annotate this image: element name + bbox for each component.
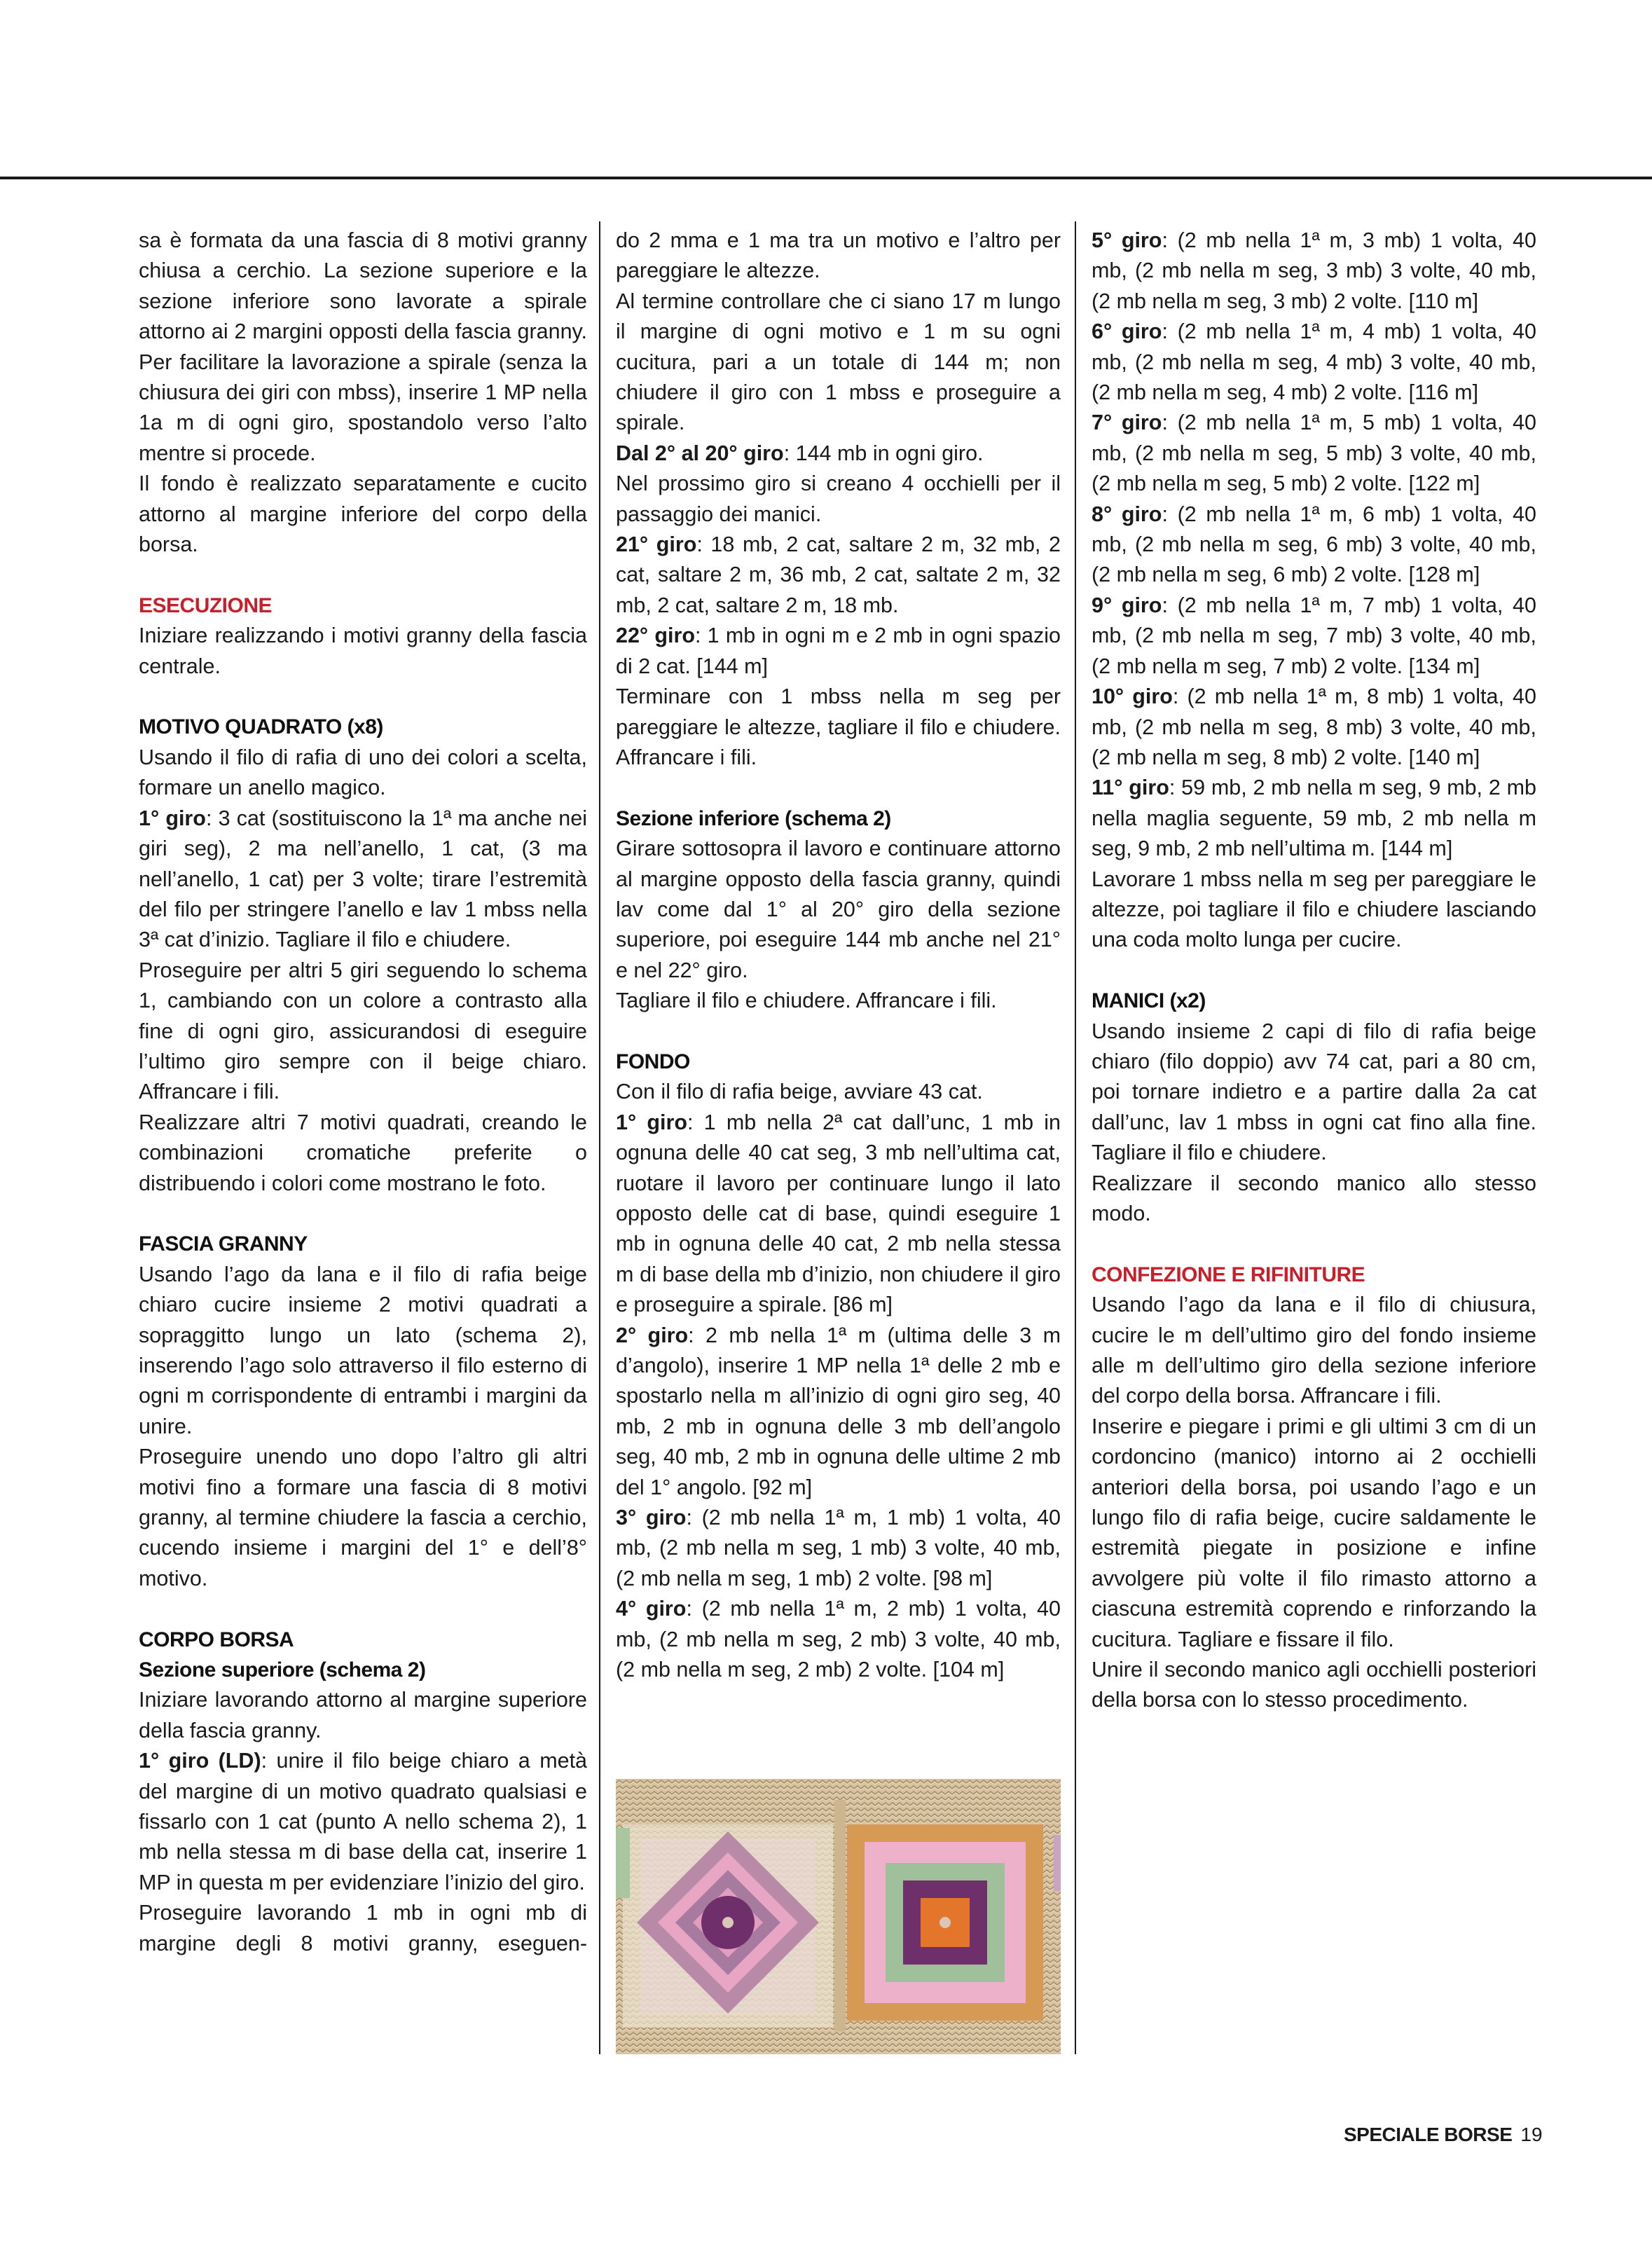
manici-text-2: Realizzare il secondo manico allo stesso modo.: [1092, 1171, 1536, 1225]
subheading-sezione-inferiore: Sezione inferiore (schema 2): [616, 806, 891, 830]
fondo-giro-9: [1092, 591, 1536, 682]
giro-text: : (2 mb nella 1ª m, 2 mb) 1 volta, 40 mb, (2 mb nella m seg, 2 mb) 3 volte, 40 mb, (2 mb nella m seg, 2 mb) 2 volte. [104 m]: [616, 1597, 1061, 1682]
giro-label: 21° giro: [616, 532, 697, 557]
giro-text: : unire il filo beige chiaro a metà del margine di un motivo quadrato qualsiasi e fissarlo con 1 cat (punto A nello schema 2), 1 mb nella stessa m di base della cat, inserire 1 MP in questa m per evidenziare l’inizio del giro.: [139, 1749, 588, 1894]
giro-label: 10° giro: [1092, 685, 1173, 709]
fondo-giro-10: [1092, 682, 1536, 773]
giro-label: 1° giro: [139, 806, 206, 830]
giro-label: 6° giro: [1092, 319, 1162, 344]
fondo-giro-11: [1092, 773, 1536, 864]
inf-text: Girare sottosopra il lavoro e continuare attorno al margine opposto della fascia granny, quindi lav come dal 1° al 20° giro della sezione superiore, poi eseguire 144 mb anche nel 21° e nel 22° giro.: [616, 837, 1061, 982]
header-rule: [0, 177, 1652, 179]
confezione-text-2: Inserire e piegare i primi e gli ultimi 3 cm di un cordoncino (manico) intorno ai 2 occhielli anteriori della borsa, poi usando l’ago e un lungo filo di rafia beige, cucire saldamente le estremità piegate in posizione e infine avvolgere più volte il filo rimasto attorno a ciascuna estremità coprendo e rinforzando la cucitura. Tagliare e fissare il filo.: [1092, 1414, 1536, 1651]
section-heading-manici: MANICI (x2): [1092, 989, 1206, 1013]
check-text: Al termine controllare che ci siano 17 m lungo il margine di ogni motivo e 1 m su ogni cucitura, pari a un totale di 144 m; non chiudere il giro con 1 mbss e proseguire a spirale.: [616, 289, 1061, 435]
giro-text: : 3 cat (sostituiscono la 1ª ma anche nei giri seg), 2 ma nell’anello, 1 cat, (3 ma nell’anello, 1 cat) per 3 volte; tirare l’estremità del filo per stringere l’anello e lav 1 mbss nella 3ª cat d’inizio. Tagliare il filo e chiudere.: [139, 806, 587, 952]
section-heading-corpo: CORPO BORSA: [139, 1628, 294, 1651]
giro-text: : 144 mb in ogni giro.: [783, 441, 984, 465]
right-column: [1092, 226, 1536, 1716]
fondo-giro-6: [1092, 317, 1536, 408]
giro-text: : 59 mb, 2 mb nella m seg, 9 mb, 2 mb nella maglia seguente, 59 mb, 2 mb nella m seg, 9 mb, 2 mb nell’ultima m. [144 m]: [1092, 776, 1536, 861]
motivo-giro-1: [139, 804, 587, 956]
confezione-text-1: Usando l’ago da lana e il filo di chiusura, cucire le m dell’ultimo giro del fondo insieme alle m dell’ultimo giro della sezione inferiore del corpo della borsa. Affrancare i fili.: [1092, 1293, 1536, 1408]
fondo-giro-8: [1092, 500, 1536, 591]
manici-text: Usando insieme 2 capi di filo di rafia beige chiaro (filo doppio) avv 74 cat, pari a 80 cm, poi tornare indietro e a partire dalla 2a cat dall’unc, lav 1 mbss in ogni cat fino alla fine. Tagliare il filo e chiudere.: [1092, 1019, 1536, 1165]
giro-text: : (2 mb nella 1ª m, 4 mb) 1 volta, 40 mb, (2 mb nella m seg, 4 mb) 3 volte, 40 mb, (2 mb nella m seg, 4 mb) 2 volte. [116 m]: [1092, 319, 1536, 405]
giro-text: : 2 mb nella 1ª m (ultima delle 3 m d’angolo), inserire 1 MP nella 1ª delle 2 mb e spostarlo nella m all’inizio di ogni giro seg, 40 mb, 2 mb in ognuna delle 3 mb dell’angolo seg, 40 mb, 2 mb in ognuna delle ultime 2 mb del 1° angolo. [92 m]: [616, 1323, 1061, 1499]
fondo-giro-7: [1092, 408, 1536, 499]
sup-giro-1: [139, 1746, 587, 1898]
cont-text: do 2 mma e 1 ma tra un motivo e l’altro per pareggiare le altezze.: [616, 228, 1061, 283]
giro-label: 9° giro: [1092, 593, 1162, 617]
end-text: Terminare con 1 mbss nella m seg per pareggiare le altezze, tagliare il filo e chiudere. Affrancare i fili.: [616, 685, 1061, 769]
motivo-text-2: Proseguire per altri 5 giri seguendo lo schema 1, cambiando con un colore a contrasto alla fine di ogni giro, assicurandosi di eseguire l’ultimo giro sempre con il beige chiaro. Affrancare i fili.: [139, 958, 587, 1104]
giro-label: 1° giro (LD): [139, 1749, 261, 1773]
fascia-text-1: Usando l’ago da lana e il filo di rafia beige chiaro cucire insieme 2 motivi quadrati a sopraggitto lungo un lato (schema 2), inserendo l’ago solo attraverso il filo esterno di ogni m corrispondente di entrambi i margini da unire.: [139, 1262, 587, 1438]
motivo-text-3: Realizzare altri 7 motivi quadrati, creando le combinazioni cromatiche preferite o distribuendo i colori come mostrano le foto.: [139, 1110, 587, 1195]
column-divider-2: [1075, 221, 1076, 2054]
sup-text: Iniziare lavorando attorno al margine superiore della fascia granny.: [139, 1688, 587, 1742]
giro-label: 7° giro: [1092, 411, 1162, 435]
page-number: 19: [1520, 2124, 1543, 2145]
giro-label: 2° giro: [616, 1323, 689, 1347]
esecuzione-text: Iniziare realizzando i motivi granny della fascia centrale.: [139, 624, 587, 678]
left-column: [139, 226, 587, 1959]
giro-label: 11° giro: [1092, 776, 1169, 800]
column-divider-1: [599, 221, 600, 2054]
subheading-sezione-superiore: Sezione superiore (schema 2): [139, 1658, 426, 1682]
fondo-giro-3: [616, 1503, 1061, 1594]
page-footer: [1344, 2123, 1543, 2147]
occhielli-text: Nel prossimo giro si creano 4 occhielli per il passaggio dei manici.: [616, 472, 1061, 526]
giro-21: [616, 530, 1061, 621]
giro-22: [616, 621, 1061, 682]
giro-label: 5° giro: [1092, 228, 1162, 252]
intro-paragraph: sa è formata da una fascia di 8 motivi granny chiusa a cerchio. La sezione superiore e la sezione inferiore sono lavorate a spirale attorno ai 2 margini opposti della fascia granny. Per facilitare la lavorazione a spirale (senza la chiusura dei giri con mbss), inserire 1 MP nella 1a m di ogni giro, spostandolo verso l’alto mentre si procede.: [139, 228, 587, 465]
fondo-text: Con il filo di rafia beige, avviare 43 cat.: [616, 1080, 983, 1104]
middle-column: [616, 226, 1061, 1685]
giro-text: : (2 mb nella 1ª m, 3 mb) 1 volta, 40 mb, (2 mb nella m seg, 3 mb) 3 volte, 40 mb, (2 mb nella m seg, 3 mb) 2 volte. [110 m]: [1092, 228, 1536, 313]
granny-squares-photo: [616, 1779, 1061, 2054]
sup-text-2: Proseguire lavorando 1 mb in ogni mb di margine degli 8 motivi granny, eseguen-: [139, 1901, 587, 1955]
giro-text: : 18 mb, 2 cat, saltare 2 m, 32 mb, 2 cat, saltare 2 m, 36 mb, 2 cat, saltate 2 m, 32 mb, 2 cat, saltare 2 m, 18 mb.: [616, 532, 1061, 617]
fondo-giro-1: [616, 1108, 1061, 1321]
giro-label: 1° giro: [616, 1110, 687, 1134]
section-heading-fondo: FONDO: [616, 1050, 690, 1073]
giro-label: 22° giro: [616, 624, 695, 648]
giro-label: 4° giro: [616, 1597, 687, 1621]
fondo-end-text: Lavorare 1 mbss nella m seg per pareggiare le altezze, poi tagliare il filo e chiudere lasciando una coda molto lunga per cucire.: [1092, 867, 1536, 952]
section-heading-confezione: CONFEZIONE E RIFINITURE: [1092, 1263, 1365, 1286]
giro-text: : (2 mb nella 1ª m, 1 mb) 1 volta, 40 mb, (2 mb nella m seg, 1 mb) 3 volte, 40 mb, (2 mb nella m seg, 1 mb) 2 volte. [98 m]: [616, 1506, 1061, 1590]
giri-2-20: [616, 439, 1061, 469]
section-heading-motivo: MOTIVO QUADRATO (x8): [139, 715, 383, 739]
confezione-text-3: Unire il secondo manico agli occhielli posteriori della borsa con lo stesso procedimento.: [1092, 1658, 1536, 1712]
giro-text: : 1 mb nella 2ª cat dall’unc, 1 mb in ognuna delle 40 cat seg, 3 mb nell’ultima cat, ruotare il lavoro per continuare lungo il lato opposto delle cat di base, quindi eseguire 1 mb in ognuna delle 40 cat, 2 mb nella stessa m di base della mb d’inizio, non chiudere il giro e proseguire a spirale. [86 m]: [616, 1110, 1061, 1317]
crochet-image-icon: [616, 1779, 1061, 2054]
fondo-giro-2: [616, 1321, 1061, 1503]
section-heading-fascia: FASCIA GRANNY: [139, 1232, 308, 1256]
inf-text-2: Tagliare il filo e chiudere. Affrancare i fili.: [616, 989, 997, 1013]
giro-text: : (2 mb nella 1ª m, 8 mb) 1 volta, 40 mb, (2 mb nella m seg, 8 mb) 3 volte, 40 mb, (2 mb nella m seg, 8 mb) 2 volte. [140 m]: [1092, 685, 1536, 769]
intro-paragraph-2: Il fondo è realizzato separatamente e cucito attorno al margine inferiore del corpo della borsa.: [139, 472, 587, 557]
fondo-giro-5: [1092, 226, 1536, 317]
footer-section-title: SPECIALE BORSE: [1344, 2124, 1513, 2145]
giro-label: 8° giro: [1092, 502, 1162, 526]
section-heading-esecuzione: ESECUZIONE: [139, 593, 273, 617]
giro-text: : (2 mb nella 1ª m, 5 mb) 1 volta, 40 mb, (2 mb nella m seg, 5 mb) 3 volte, 40 mb, (2 mb nella m seg, 5 mb) 2 volte. [122 m]: [1092, 411, 1536, 496]
giro-text: : (2 mb nella 1ª m, 7 mb) 1 volta, 40 mb, (2 mb nella m seg, 7 mb) 3 volte, 40 mb, (2 mb nella m seg, 7 mb) 2 volte. [134 m]: [1092, 593, 1536, 678]
giro-label: Dal 2° al 20° giro: [616, 441, 784, 465]
giro-label: 3° giro: [616, 1506, 687, 1530]
fascia-text-2: Proseguire unendo uno dopo l’altro gli altri motivi fino a formare una fascia di 8 motivi granny, al termine chiudere la fascia a cerchio, cucendo insieme i margini del 1° e dell’8° motivo.: [139, 1445, 587, 1590]
giro-text: : 1 mb in ogni m e 2 mb in ogni spazio di 2 cat. [144 m]: [616, 624, 1061, 678]
fondo-giro-4: [616, 1594, 1061, 1685]
motivo-text: Usando il filo di rafia di uno dei colori a scelta, formare un anello magico.: [139, 745, 587, 800]
giro-text: : (2 mb nella 1ª m, 6 mb) 1 volta, 40 mb, (2 mb nella m seg, 6 mb) 3 volte, 40 mb, (2 mb nella m seg, 6 mb) 2 volte. [128 m]: [1092, 502, 1536, 587]
